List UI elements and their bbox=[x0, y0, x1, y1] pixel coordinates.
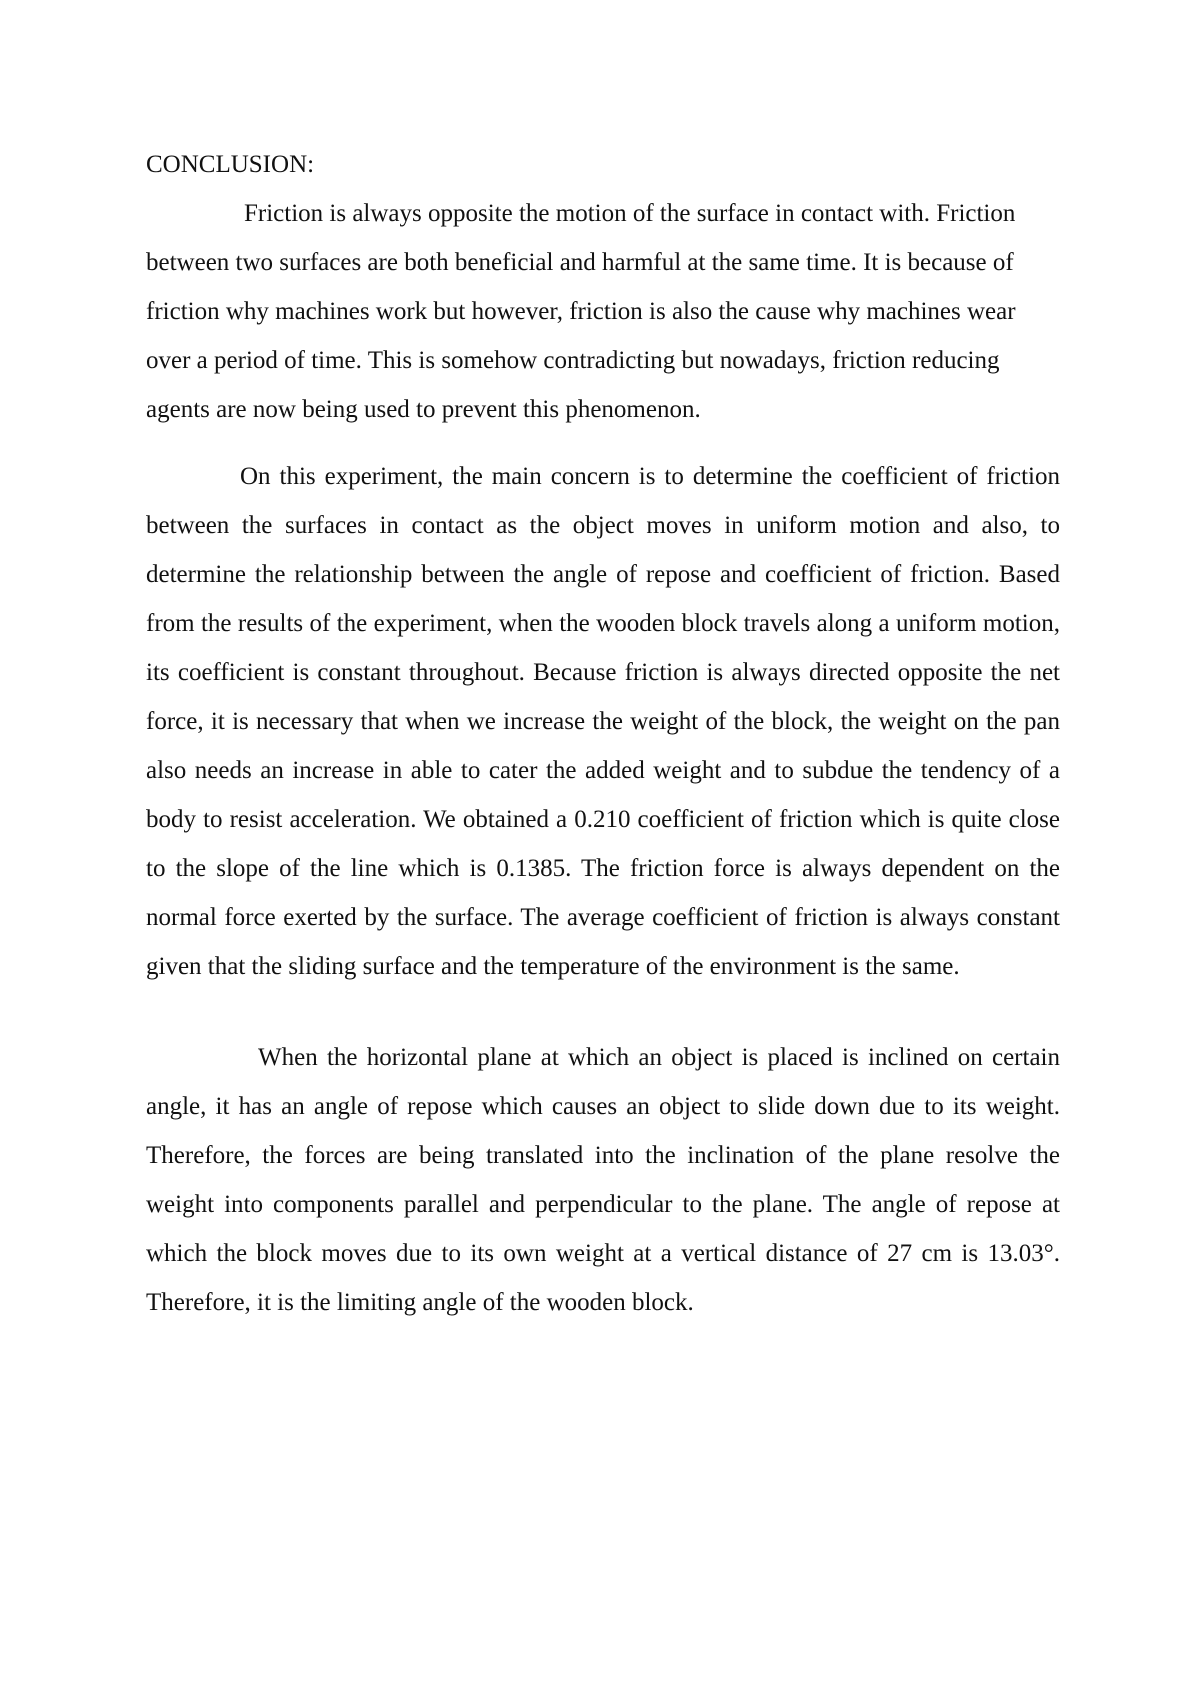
paragraph-angle-of-repose: When the horizontal plane at which an object is placed is inclined on certain angle, it has an angle of repose which causes an object to slide down due to its weight. Therefore, the forces are being translated into the inclination of the plane resolve the weight into components parallel and perpendicular to the plane. The angle of repose at which the block moves due to its own weight at a vertical distance of 27 cm is 13.03°. Therefore, it is the limiting angle of the wooden block. bbox=[146, 1044, 1060, 1316]
paragraph-friction-overview: Friction is always opposite the motion of the surface in contact with. Friction between two surfaces are both beneficial and harmful at the same time. It is because of friction why machines work but however, friction is also the cause why machines wear over a period of time. This is somehow contradicting but nowadays, friction reducing agents are now being used to prevent this phenomenon. bbox=[146, 200, 1016, 423]
section-heading: CONCLUSION: bbox=[146, 151, 315, 178]
paragraph-coefficient-of-friction: On this experiment, the main concern is to determine the coefficient of friction between the surfaces in contact as the object moves in uniform motion and also, to determine the relationship between the angle of repose and coefficient of friction. Based from the results of the experiment, when the wooden block travels along a uniform motion, its coefficient is constant throughout. Because friction is always directed opposite the net force, it is necessary that when we increase the weight of the block, the weight on the pan also needs an increase in able to cater the added weight and to subdue the tendency of a body to resist acceleration. We obtained a 0.210 coefficient of friction which is quite close to the slope of the line which is 0.1385. The friction force is always dependent on the normal force exerted by the surface. The average coefficient of friction is always constant given that the sliding surface and the temperature of the environment is the same. bbox=[146, 463, 1060, 980]
document-body bbox=[146, 140, 1060, 1327]
